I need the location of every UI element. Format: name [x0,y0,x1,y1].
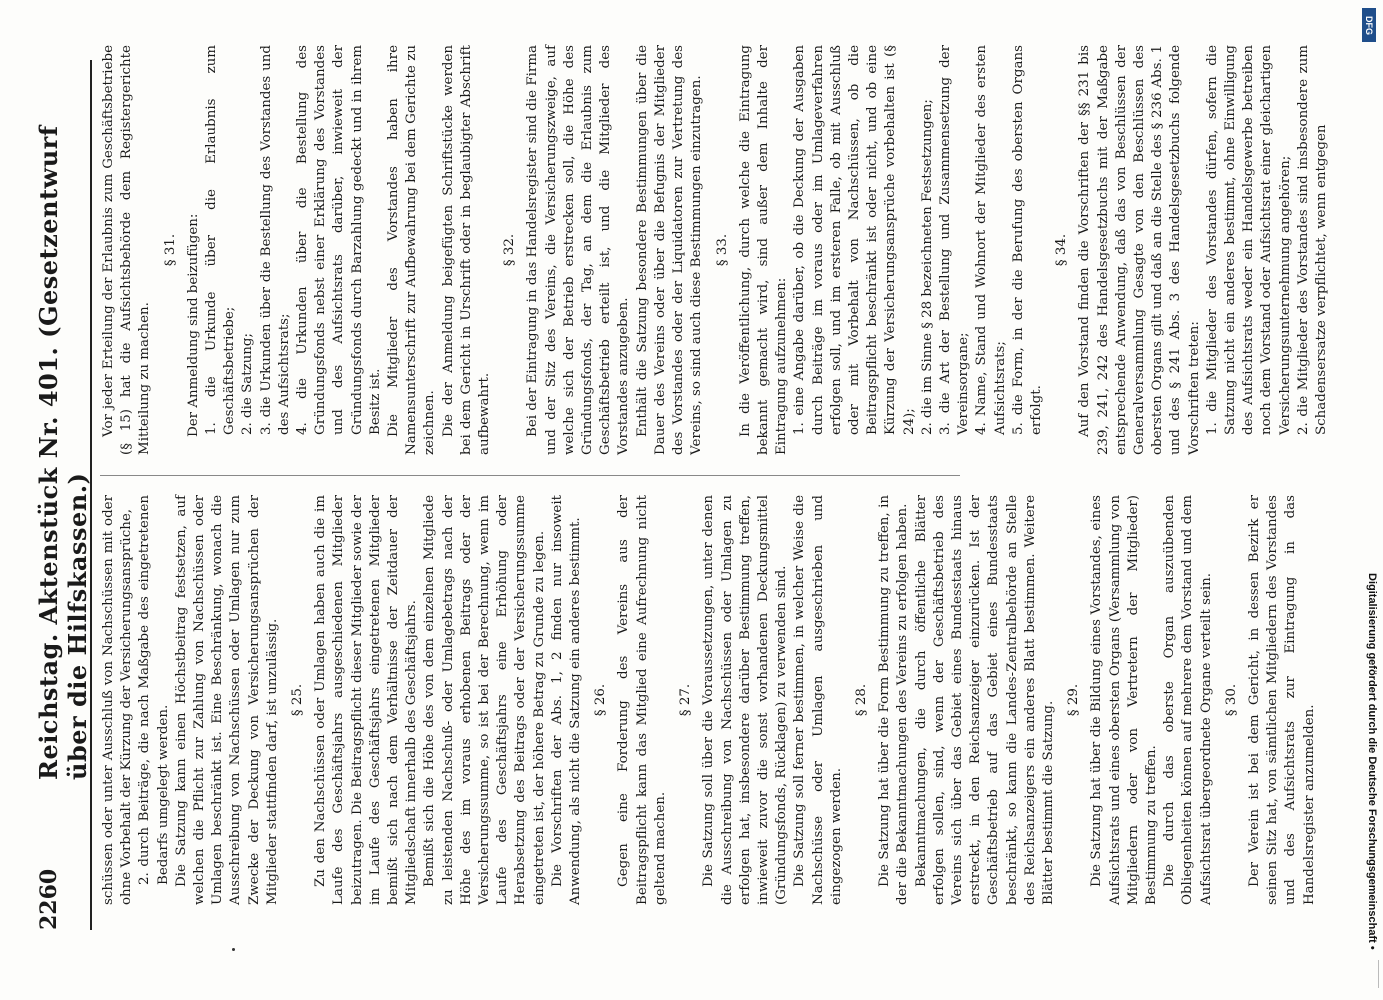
list-item: 3. die Urkunden über die Bestellung des Vorstandes und des Aufsichtsrats; [258,45,292,435]
list-item: 4. die Urkunden über die Bestellung des Gründungsfonds nebst einer Erklärung des Vorstandes und des Aufsichtsrats darüber, inwieweit der Gründungsfonds durch Barzahlung gedeckt und in ihrem Besitz ist. [295,45,383,435]
paragraph: Die Mitglieder des Vorstandes haben ihre Namensunterschrift zur Aufbewahrung bei dem Gerichte zu zeichnen. [386,45,438,455]
text-column-left [100,495,1317,905]
column-left-text [100,495,1319,905]
text-column-right [100,45,1329,455]
paragraph: Enthält die Satzung besondere Bestimmungen über die Dauer des Vereins oder über die Befugnis der Mitglieder des Vorstandes oder der Liquidatoren zur Vertretung des Vereins, so sind auch diese Bestimmungen einzutragen. [634,45,705,455]
paragraph: Die Satzung hat über die Bildung eines Vorstandes, eines Aufsichtsrats und eines obersten Organs (Versammlung von Mitgliedern oder von Vertretern der Mitglieder) Bestimmung zu treffen. [1089,495,1159,905]
paragraph: Gegen eine Forderung des Vereins aus der Beitragspflicht kann das Mitglied eine Aufrechnung nicht geltend machen. [616,495,668,905]
section-heading: § 34. [1054,233,1070,267]
paragraph: Die durch das oberste Organ auszuübenden Obliegenheiten können auf mehrere dem Vorstand und dem Aufsichtsrat übergeordnete Organe verteilt sein. [1162,495,1214,905]
list-item: 3. die Art der Bestellung und Zusammensetzung der Vereinsorgane; [937,45,972,435]
list-item: 1. eine Angabe darüber, ob die Deckung der Ausgaben durch Beiträge im voraus oder im Umlageverfahren erfolgen soll, und im ersteren Falle, ob mit Ausschluß oder mit Vorbehalt von Nachschüssen, ob die Beitragspflicht beschränkt ist oder nicht, und ob eine Kürzung der Versicherungsansprüche vorbehalten ist (§ 24); [792,45,917,435]
section-heading: § 31. [162,233,178,267]
paragraph: Vor jeder Erteilung der Erlaubnis zum Geschäftsbetriebe (§ 15) hat die Aufsichtsbehörde dem Registergerichte Mitteilung zu machen. [101,45,153,455]
scan-edge-mark [1370,960,1379,988]
scan-speck [232,948,235,951]
list-item: 2. die im Sinne § 28 bezeichneten Festsetzungen; [919,99,935,435]
dfg-logo: DFG [1362,8,1376,42]
paragraph: Die Satzung hat über die Form Bestimmung zu treffen, in der die Bekanntmachungen des Vereins zu erfolgen haben. [877,495,911,905]
paragraph: Der Anmeldung sind beizufügen: [185,213,201,437]
paragraph: Die der Anmeldung beigefügten Schriftstücke werden bei dem Gericht in Urschrift oder in beglaubigter Abschrift aufbewahrt. [440,45,493,455]
paragraph: Bei der Eintragung in das Handelsregister sind die Firma und der Sitz des Vereins, die Versicherungszweige, auf welche sich der Betrieb erstrecken soll, die Höhe des Gründungsfonds, der Tag, an dem die Erlaubnis zum Geschäftsbetrieb erteilt ist, und die Mitglieder des Vorstandes anzugeben. [525,45,632,455]
section-heading: § 27. [678,683,694,717]
list-item: 1. die Mitglieder des Vorstandes dürfen, sofern die Satzung nicht ein anderes bestimmt, ohne Einwilligung des Aufsichtsrats weder ein Handelsgewerbe betreiben noch dem Vorstand oder Aufsichtsrat einer gleichartigen Versicherungsunternehmung angehören; [1204,45,1293,435]
list-item: 2. die Mitglieder des Vorstandes sind insbesondere zum Schadensersatze verpflichtet, wenn entgegen [1295,45,1329,435]
running-title: Reichstag. Aktenstück Nr. 401. (Gesetzentwurf über die Hilfskassen.) [34,125,92,780]
list-item: 2. durch Beiträge, die nach Maßgabe des eingetretenen Bedarfs umgelegt werden. [137,495,171,885]
paragraph: Die Satzung kann einen Höchstbeitrag festsetzen, auf welchen die Pflicht zur Zahlung von Nachschüssen oder Umlagen beschränkt ist. Eine Beschränkung, wonach die Ausschreibung von Nachschüssen oder Umlagen nur zum Zwecke der Deckung von Versicherungsansprüchen der Mitglieder stattfinden darf, ist unzulässig. [173,495,280,905]
paragraph: Bemißt sich die Höhe des von dem einzelnen Mitgliede zu leistenden Nachschuß- oder Umlagebetrags nach der Höhe des im voraus erhobenen Beitrags oder der Versicherungssumme, so ist bei der Berechnung, wenn im Laufe des Geschäftsjahrs eine Erhöhung oder Herabsetzung des Beitrags oder der Versicherungssumme eingetreten ist, der höhere Betrag zu Grunde zu legen. [422,495,547,905]
paragraph: Die Vorschriften der Abs. 1, 2 finden nur insoweit Anwendung, als nicht die Satzung ein anderes bestimmt. [549,495,584,905]
paragraph: Zu den Nachschüssen oder Umlagen haben auch die im Laufe des Geschäftsjahrs ausgeschiedenen Mitglieder beizutragen. Die Beitragspflicht dieser Mitglieder sowie der im Laufe des Geschäftsjahrs eingetretenen Mitglieder bemißt sich nach dem Verhältnisse der Zeitdauer der Mitgliedschaft innerhalb des Geschäftsjahrs. [313,495,420,905]
list-item: 1. die Urkunde über die Erlaubnis zum Geschäftsbetriebe; [204,45,238,435]
section-heading: § 25. [290,683,306,717]
paragraph: schüssen oder unter Ausschluß von Nachschüssen mit oder ohne Vorbehalt der Kürzung der Versicherungsansprüche, [101,495,135,905]
paragraph: Die Satzung soll ferner bestimmen, in welcher Weise die Nachschüsse oder Umlagen ausgeschrieben und eingezogen werden. [792,495,844,905]
list-item: 4. Name, Stand und Wohnort der Mitglieder des ersten Aufsichtsrats; [974,45,1008,435]
page-number: 2260 [36,868,62,930]
section-heading: § 29. [1066,683,1082,717]
section-heading: § 32. [502,233,518,267]
page-header [0,60,92,930]
paragraph: Auf den Vorstand finden die Vorschriften der §§ 231 bis 239, 241, 242 des Handelsgesetzbuchs mit der Maßgabe entsprechende Anwendung, daß das von Beschlüssen der Generalversammlung Gesagte von den Beschlüssen des obersten Organs gilt und daß an die Stelle des § 236 Abs. 1 und des § 241 Abs. 3 des Handelsgesetzbuchs folgende Vorschriften treten: [1077,45,1202,455]
digitization-credit: Digitalisierung gefördert durch die Deutsche Forschungsgemeinschaft • [1366,573,1378,950]
section-heading: § 28. [853,683,869,717]
paragraph: Bekanntmachungen, die durch öffentliche Blätter erfolgen sollen, sind, wenn der Geschäftsbetrieb des Vereins sich über das Gebiet eines Bundesstaats hinaus erstreckt, in den Reichsanzeiger einzurücken. Ist der Geschäftsbetrieb auf das Gebiet eines Bundesstaats beschränkt, so kann die Landes-Zentralbehörde an Stelle des Reichsanzeigers ein anderes Blatt bestimmen. Weitere Blätter bestimmt die Satzung. [913,495,1056,905]
section-heading: § 30. [1223,683,1239,717]
paragraph: In die Veröffentlichung, durch welche die Eintragung bekannt gemacht wird, sind außer dem Inhalte der Eintragung aufzunehmen: [737,45,790,455]
section-heading: § 26. [593,683,609,717]
paragraph: Die Satzung soll über die Voraussetzungen, unter denen die Ausschreibung von Nachschüssen oder Umlagen zu erfolgen hat, insbesondere darüber Bestimmung treffen, inwieweit zuvor die sonst vorhandenen Deckungsmittel (Gründungsfonds, Rücklagen) zu verwenden sind. [701,495,790,905]
section-heading: § 33. [714,233,730,267]
column-right-text [100,45,1331,455]
paragraph: Der Verein ist bei dem Gericht, in dessen Bezirk er seinen Sitz hat, von sämtlichen Mitgliedern des Vorstandes und des Aufsichtsrats zur Eintragung in das Handelsregister anzumelden. [1246,495,1317,905]
list-item: 2. die Satzung; [240,333,256,435]
column-divider [100,475,960,476]
list-item: 5. die Form, in der die Berufung des obersten Organs erfolgt. [1010,45,1044,435]
